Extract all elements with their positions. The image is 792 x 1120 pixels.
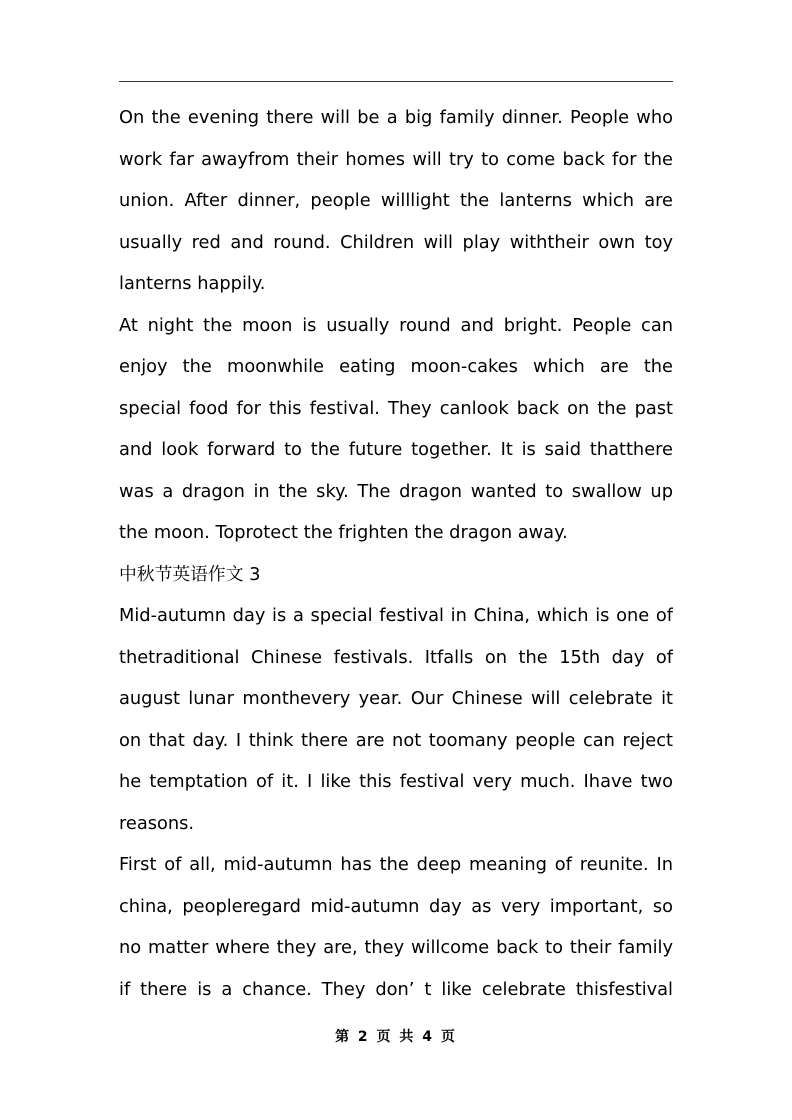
text-line: At night the moon is usually round and bright. People can bbox=[119, 314, 673, 336]
text-line: lanterns happily. bbox=[119, 273, 266, 294]
text-line: Mid-autumn day is a special festival in China, which is one of bbox=[119, 605, 673, 626]
page-number-footer: 第 2 页 共 4 页 bbox=[335, 1029, 457, 1045]
text-line: On the evening there will be a big family dinner. People who bbox=[119, 107, 673, 128]
text-line: the moon. Toprotect the frighten the dragon away. bbox=[119, 522, 568, 543]
text-line: work far awayfrom their homes will try to come back for the bbox=[119, 148, 673, 170]
header-rule bbox=[119, 81, 673, 82]
text-line: enjoy the moonwhile eating moon-cakes which are the bbox=[119, 356, 673, 377]
text-line: he temptation of it. I like this festival very much. Ihave two bbox=[119, 771, 673, 792]
text-line: if there is a chance. They don’ t like celebrate thisfestival bbox=[119, 978, 673, 1000]
text-line: was a dragon in the sky. The dragon wanted to swallow up bbox=[119, 480, 673, 502]
document-body bbox=[119, 97, 673, 1010]
text-line: china, peopleregard mid-autumn day as very important, so bbox=[119, 895, 673, 917]
text-line: special food for this festival. They canlook back on the past bbox=[119, 397, 673, 419]
text-line: reasons. bbox=[119, 812, 195, 834]
text-line: First of all, mid-autumn has the deep meaning of reunite. In bbox=[119, 854, 673, 875]
text-line: no matter where they are, they willcome back to their family bbox=[119, 937, 673, 958]
section-heading: 中秋节英语作文 3 bbox=[119, 563, 261, 585]
text-line: thetraditional Chinese festivals. Itfalls on the 15th day of bbox=[119, 646, 673, 668]
text-line: and look forward to the future together. It is said thatthere bbox=[119, 439, 673, 460]
text-line: august lunar monthevery year. Our Chinese will celebrate it bbox=[119, 688, 673, 709]
text-line: usually red and round. Children will play withtheir own toy bbox=[119, 231, 673, 253]
text-line: union. After dinner, people willlight the lanterns which are bbox=[119, 190, 673, 211]
text-line: on that day. I think there are not toomany people can reject bbox=[119, 729, 673, 751]
